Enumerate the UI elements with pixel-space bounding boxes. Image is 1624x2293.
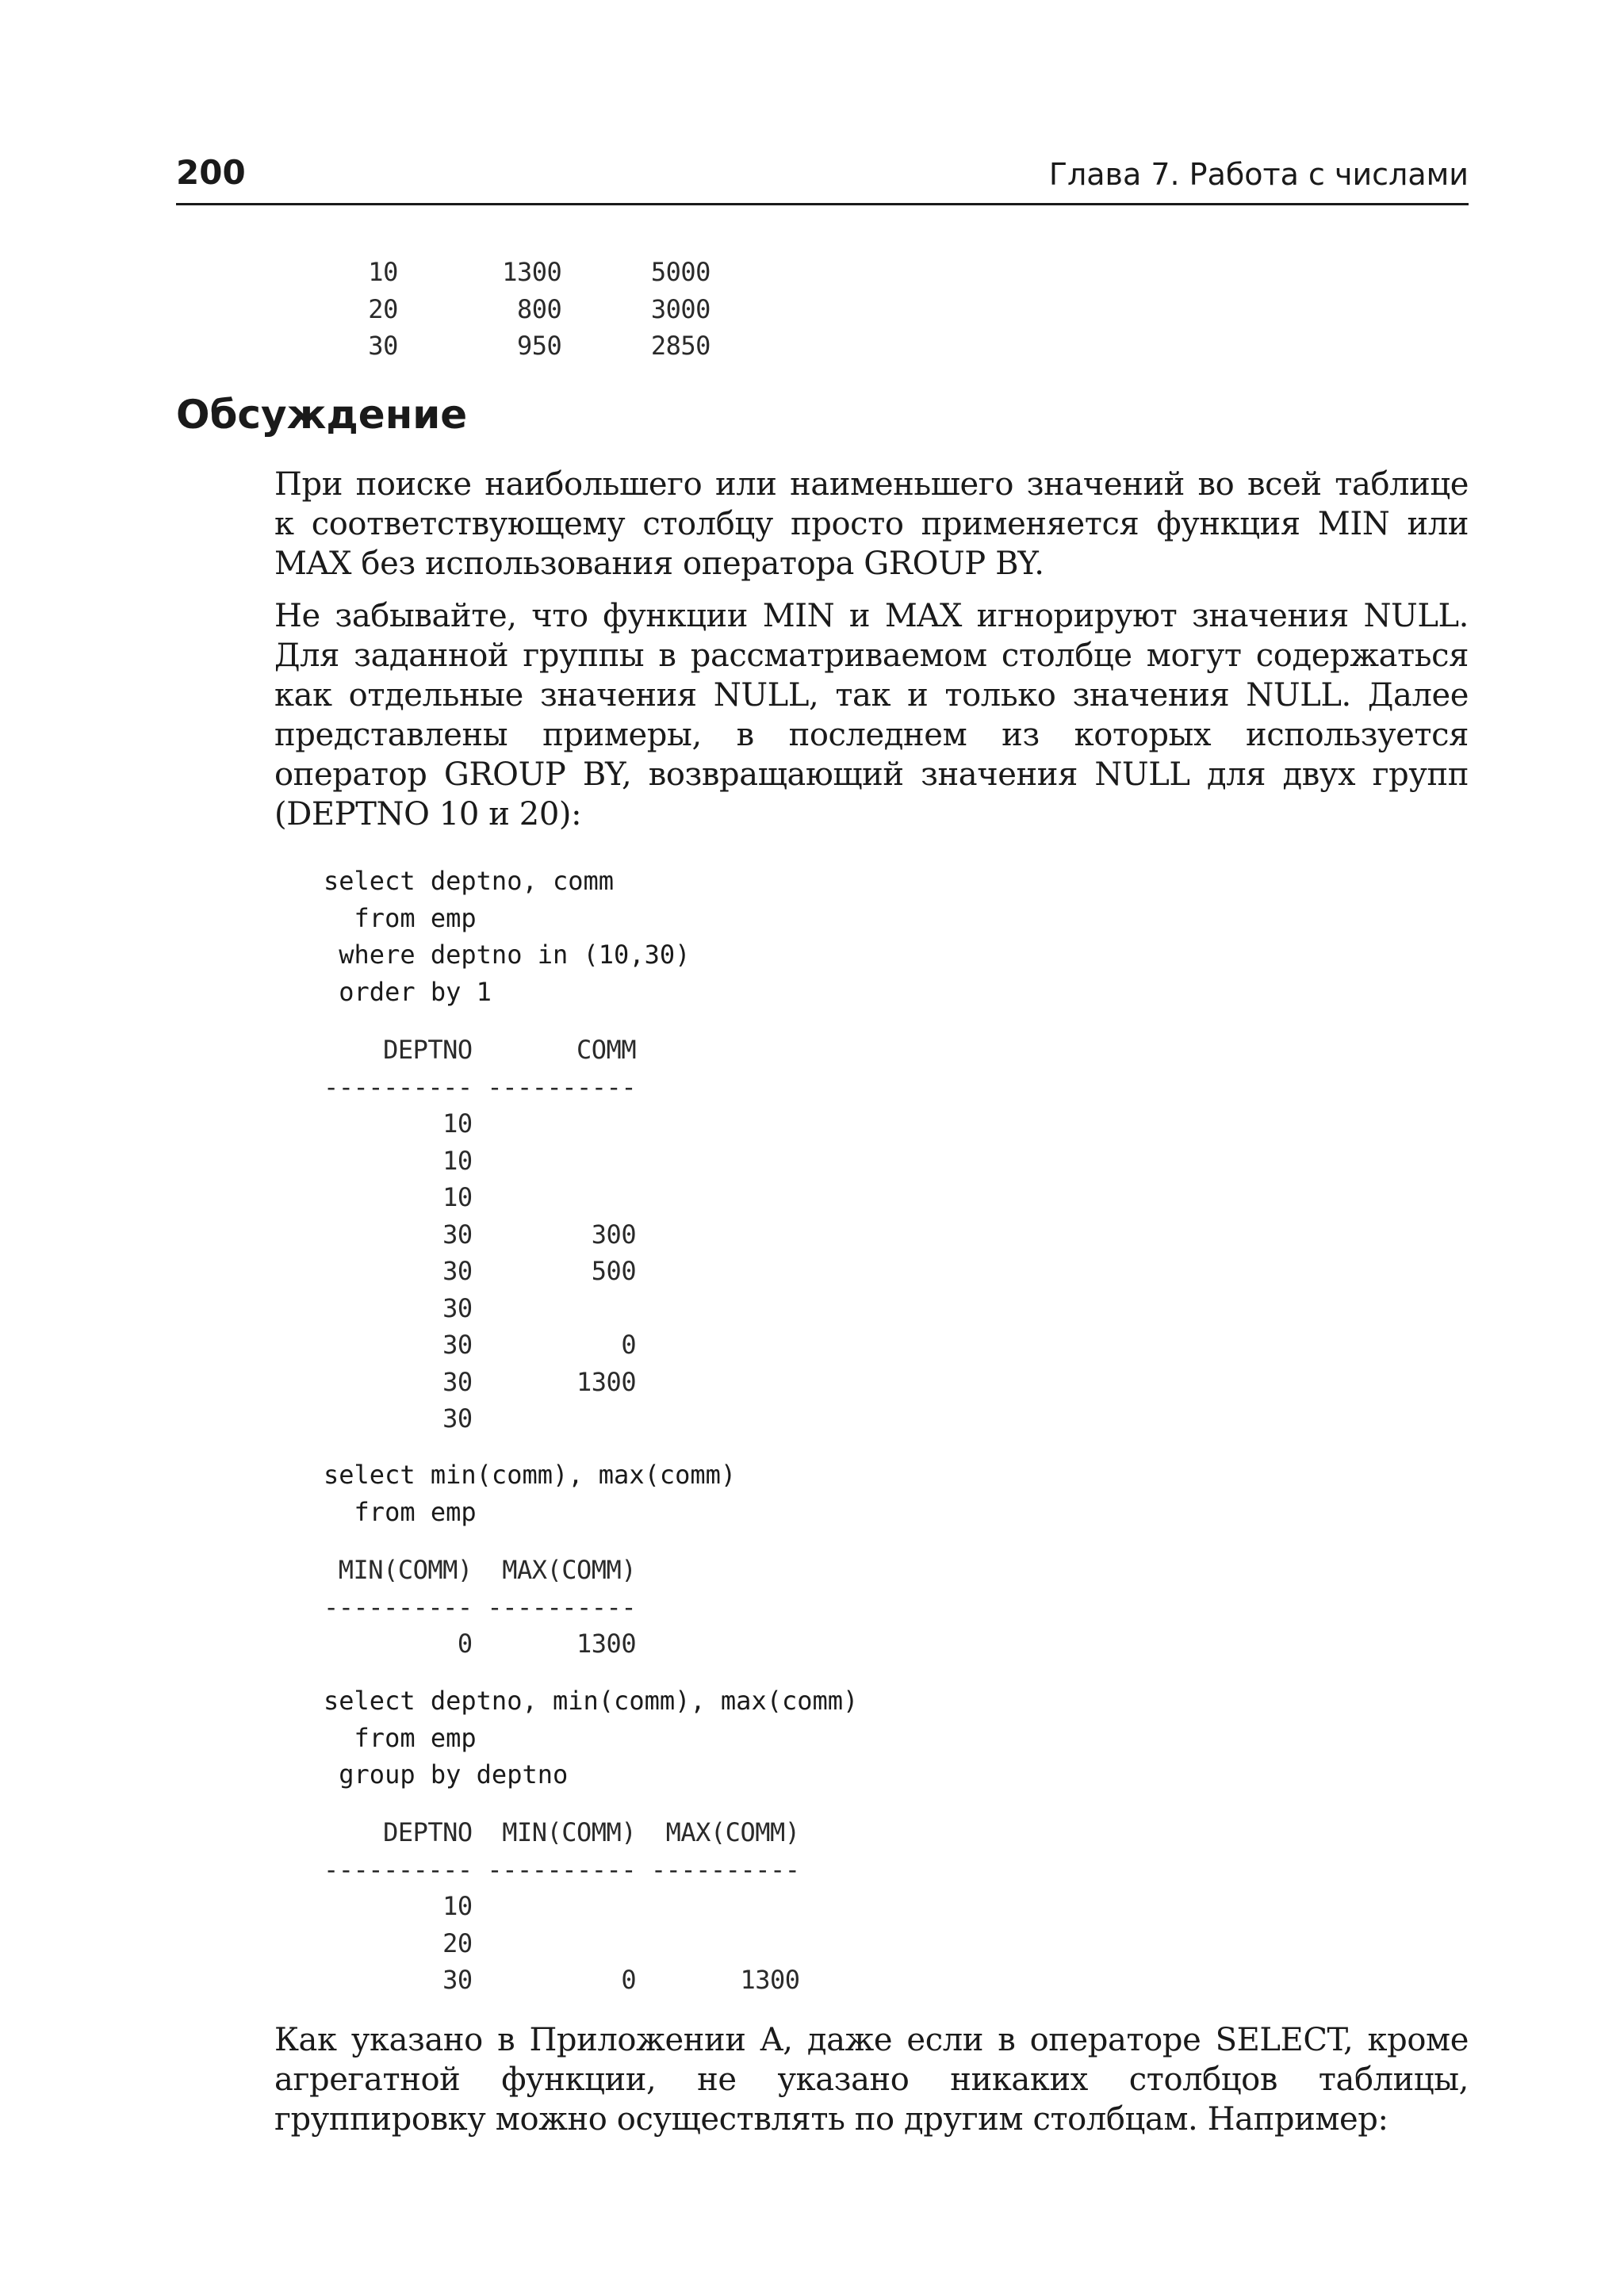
paragraph-2: Не забывайте, что функции MIN и MAX игнорируют значения NULL. Для заданной группы в рассматриваемом столбце могут содержаться как отдельные значения NULL, так и только значения NULL. Далее представлены примеры, в последнем из которых используется оператор GROUP BY, возвращающий значения NULL для двух групп (DEPTNO 10 и 20):: [274, 598, 1469, 833]
result-table-1: DEPTNO COMM ---------- ---------- 10 10 10 30 300 30 500 30 30 0 30 1300 30: [324, 1035, 637, 1434]
page-number: 200: [176, 153, 246, 192]
running-title: Глава 7. Работа с числами: [1048, 157, 1469, 192]
paragraph-1: При поиске наибольшего или наименьшего значений во всей таблице к соответствующему столбцу просто применяется функция MIN или MAX без использования оператора GROUP BY.: [274, 466, 1469, 582]
result-table-3: DEPTNO MIN(COMM) MAX(COMM) ---------- ---------- ---------- 10 20 30 0 1300: [324, 1817, 800, 1995]
code-block-1: select deptno, comm from emp where deptno in (10,30) order by 1: [324, 866, 691, 1007]
top-result-table: 10 1300 5000 20 800 3000 30 950 2850: [368, 257, 710, 361]
paragraph-3: Как указано в Приложении A, даже если в операторе SELECT, кроме агрегатной функции, не указано никаких столбцов таблицы, группировку можно осуществлять по другим столбцам. Например:: [274, 2022, 1469, 2138]
code-block-3: select deptno, min(comm), max(comm) from emp group by deptno: [324, 1686, 859, 1790]
page-header: [176, 147, 1469, 205]
section-heading: Обсуждение: [176, 392, 468, 438]
result-table-2: MIN(COMM) MAX(COMM) ---------- ---------- 0 1300: [324, 1555, 637, 1659]
code-block-2: select min(comm), max(comm) from emp: [324, 1460, 737, 1527]
